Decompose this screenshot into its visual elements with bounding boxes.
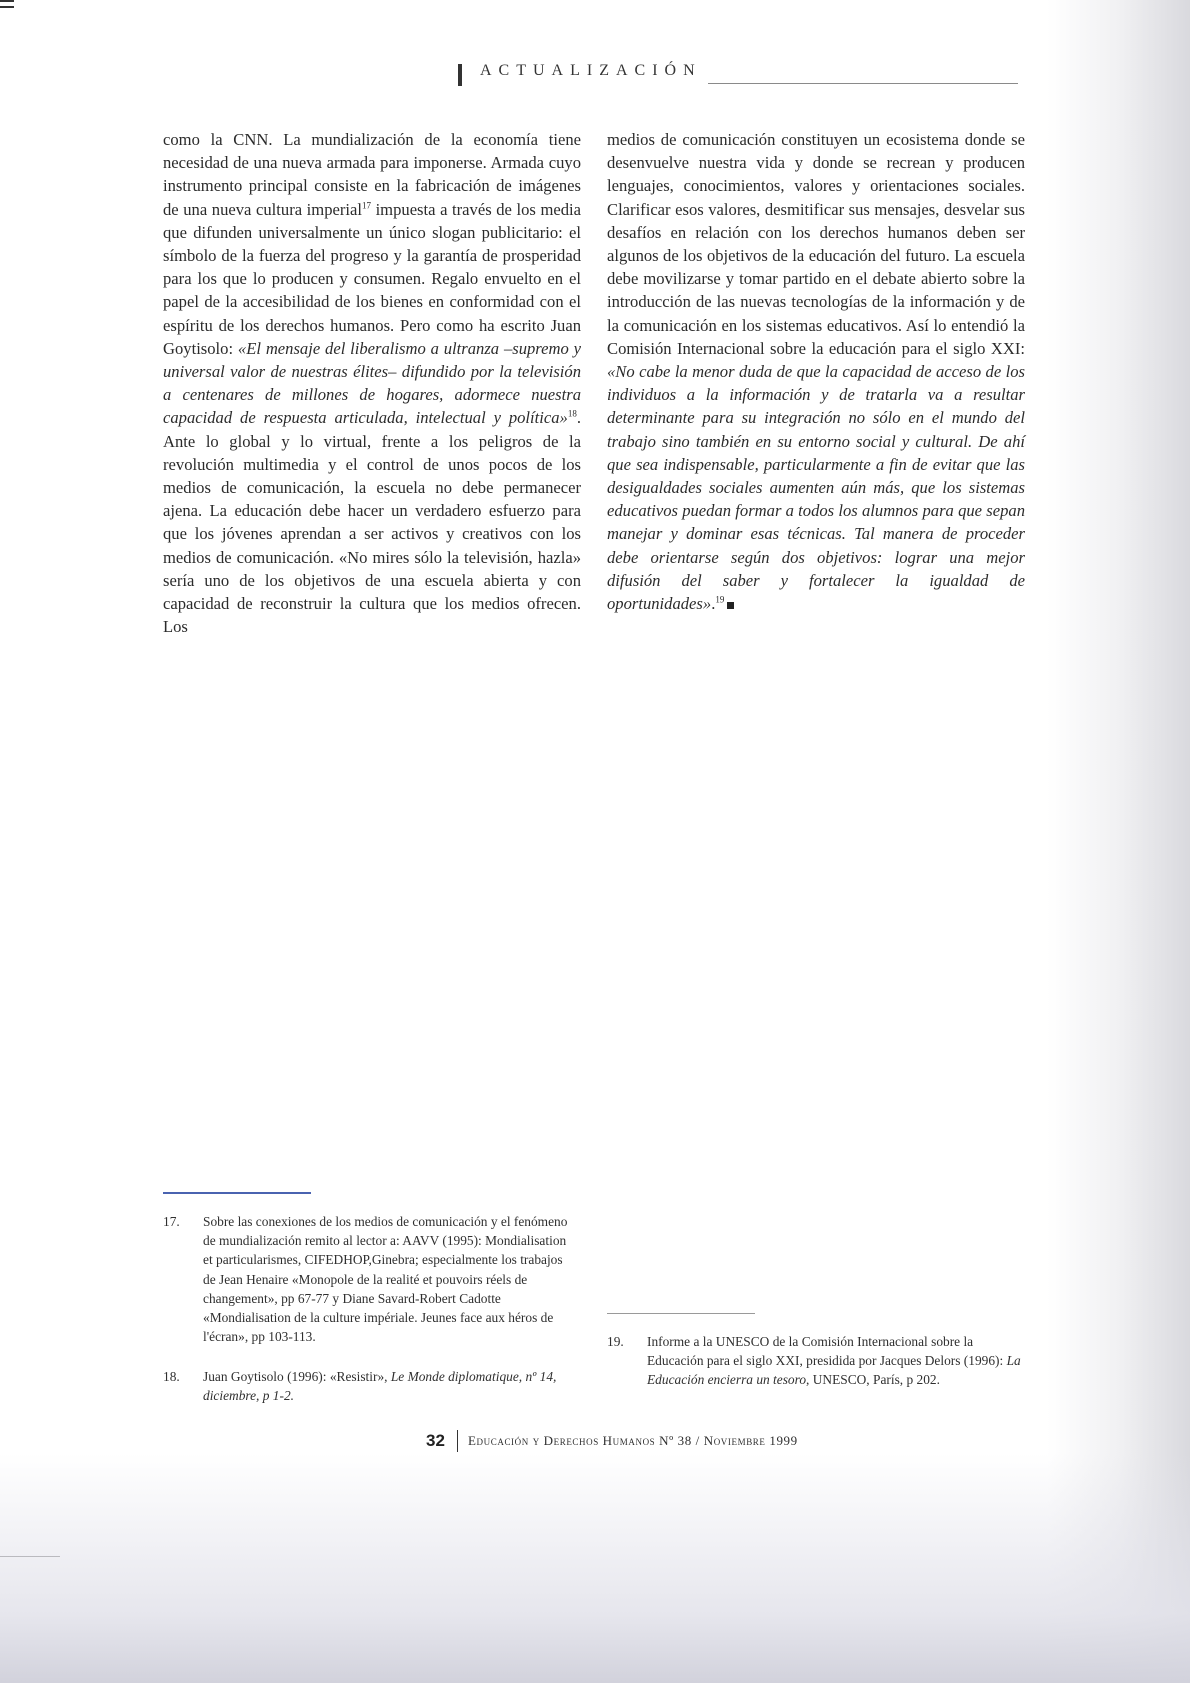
body-text: impuesta a través de los media que difunden universalmente un único slogan publicitario: el símbolo de la fuerza del progreso y la garantía de prosperidad para los que lo producen y consumen. Regalo envuelto en el papel de la accesibilidad de los bienes en conformidad con el espíritu de los derechos humanos. Pero como ha escrito Juan Goytisolo: xyxy=(163,199,582,358)
footer-bar xyxy=(457,1430,458,1452)
end-of-article-mark xyxy=(727,602,734,609)
footnote-17 xyxy=(163,1212,583,1362)
body-text: . Ante lo global y lo virtual, frente a los peligros de la revolución multimedia y el control de unos pocos de los medios de comunicación, la escuela no debe permanecer ajena. La educación debe hacer un verdadero esfuerzo para que los jóvenes aprendan a ser activos y creativos con los medios de comunicación. «No mires sólo la televisión, hazla» sería uno de los objetivos de una escuela abierta y con capacidad de reconstruir la cultura que los medios ofrecen. Los xyxy=(163,408,581,637)
paragraph xyxy=(607,128,1025,615)
footnote-number: 18. xyxy=(163,1369,180,1384)
body-text: medios de comunicación constituyen un ecosistema donde se desenvuelve nuestra vida y donde se recrean y producen lenguajes, conocimientos, valores y orientaciones sociales. Clarificar esos valores, desmitificar sus mensajes, desvelar sus desafíos en relación con los derechos humanos deben ser algunos de los objetivos de la educación del futuro. La escuela debe movilizarse y tomar partido en el debate abierto sobre la introducción de las nuevas tecnologías de la información y de la comunicación en los sistemas educativos. Así lo entendió la Comisión Internacional sobre la educación para el siglo XXI: xyxy=(607,130,1025,358)
footnote-18 xyxy=(163,1367,583,1411)
footnote-text xyxy=(647,1332,1027,1390)
footnote-text-part: Juan Goytisolo (1996): «Resistir», xyxy=(203,1369,391,1384)
journal-citation: Educación y Derechos Humanos Nº 38 / Noviembre 1999 xyxy=(468,1433,798,1448)
body-text: como la CNN. La mundialización de la economía tiene necesidad de una nueva armada para imponerse. Armada cuyo instrumento principal consiste en la fabricación de imágenes de una nueva cultura imperial xyxy=(163,130,581,219)
publication-title: La Educación encierra un tesoro xyxy=(647,1353,1021,1388)
page-number: 32 xyxy=(426,1431,445,1450)
header-bar xyxy=(458,64,462,86)
section-title: ACTUALIZACIÓN xyxy=(480,62,702,79)
body-column-right xyxy=(607,128,1025,615)
footnote-text: Sobre las conexiones de los medios de comunicación y el fenómeno de mundialización remito al lector a: AAVV (1995): Mondialisation et particularismes, CIFEDHOP,Ginebra; especialmente los trabajos de Jean Henaire «Monopole de la realité et pouvoirs réels de changement», pp 67-77 y Diane Savard-Robert Cadotte «Mondialisation de la culture impériale. Jeunes face aux héros de l'écran», pp 103-113. xyxy=(203,1214,568,1345)
body-text: . xyxy=(711,594,716,614)
footnote-text-part: , UNESCO, París, p 202. xyxy=(806,1372,940,1388)
quotation: «No cabe la menor duda de que la capacidad de acceso de los individuos a la información y de tratarla va a resultar determinante para su integración no sólo en el mundo del trabajo sino también en su entorno social y cultural. De ahí que sea indispensable, particularmente a fin de evitar que las desigualdades sociales aumenten aún más, que los sistemas educativos puedan formar a todos los alumnos para que sepan manejar y dominar esas técnicas. Tal manera de proceder debe orientarse según dos objetivos: lograr una mejor difusión del saber y fortalecer la igualdad de oportunidades» xyxy=(607,362,1025,614)
header-rule xyxy=(708,83,1018,84)
body-column-left xyxy=(163,128,581,638)
footnote-19 xyxy=(607,1332,1027,1412)
page-edge-mark xyxy=(0,0,14,8)
running-header xyxy=(458,62,1023,88)
footnote-number: 19. xyxy=(607,1334,624,1349)
scan-shadow xyxy=(0,1453,1190,1683)
footnote-number: 17. xyxy=(163,1214,180,1229)
footnote-ref: 17 xyxy=(361,200,371,211)
footnote-rule xyxy=(163,1192,311,1194)
footnote-rule xyxy=(607,1313,755,1314)
footnote-ref: 19 xyxy=(715,594,725,605)
paragraph xyxy=(163,128,581,638)
publication-title: Le Monde diplomatique, nº 14, diciembre, p 1-2. xyxy=(203,1369,557,1404)
footnote-text xyxy=(203,1367,573,1405)
footnote-ref: 18 xyxy=(567,408,577,419)
quotation: «El mensaje del liberalismo a ultranza –supremo y universal valor de nuestras élites– difundido por la televisión a centenares de millones de hogares, adormece nuestra capacidad de respuesta articulada, intelectual y política» xyxy=(163,338,581,428)
footnote-text-part: Informe a la UNESCO de la Comisión Internacional sobre la Educación para el siglo XXI, presidida por Jacques Delors (1996): xyxy=(647,1334,1007,1369)
